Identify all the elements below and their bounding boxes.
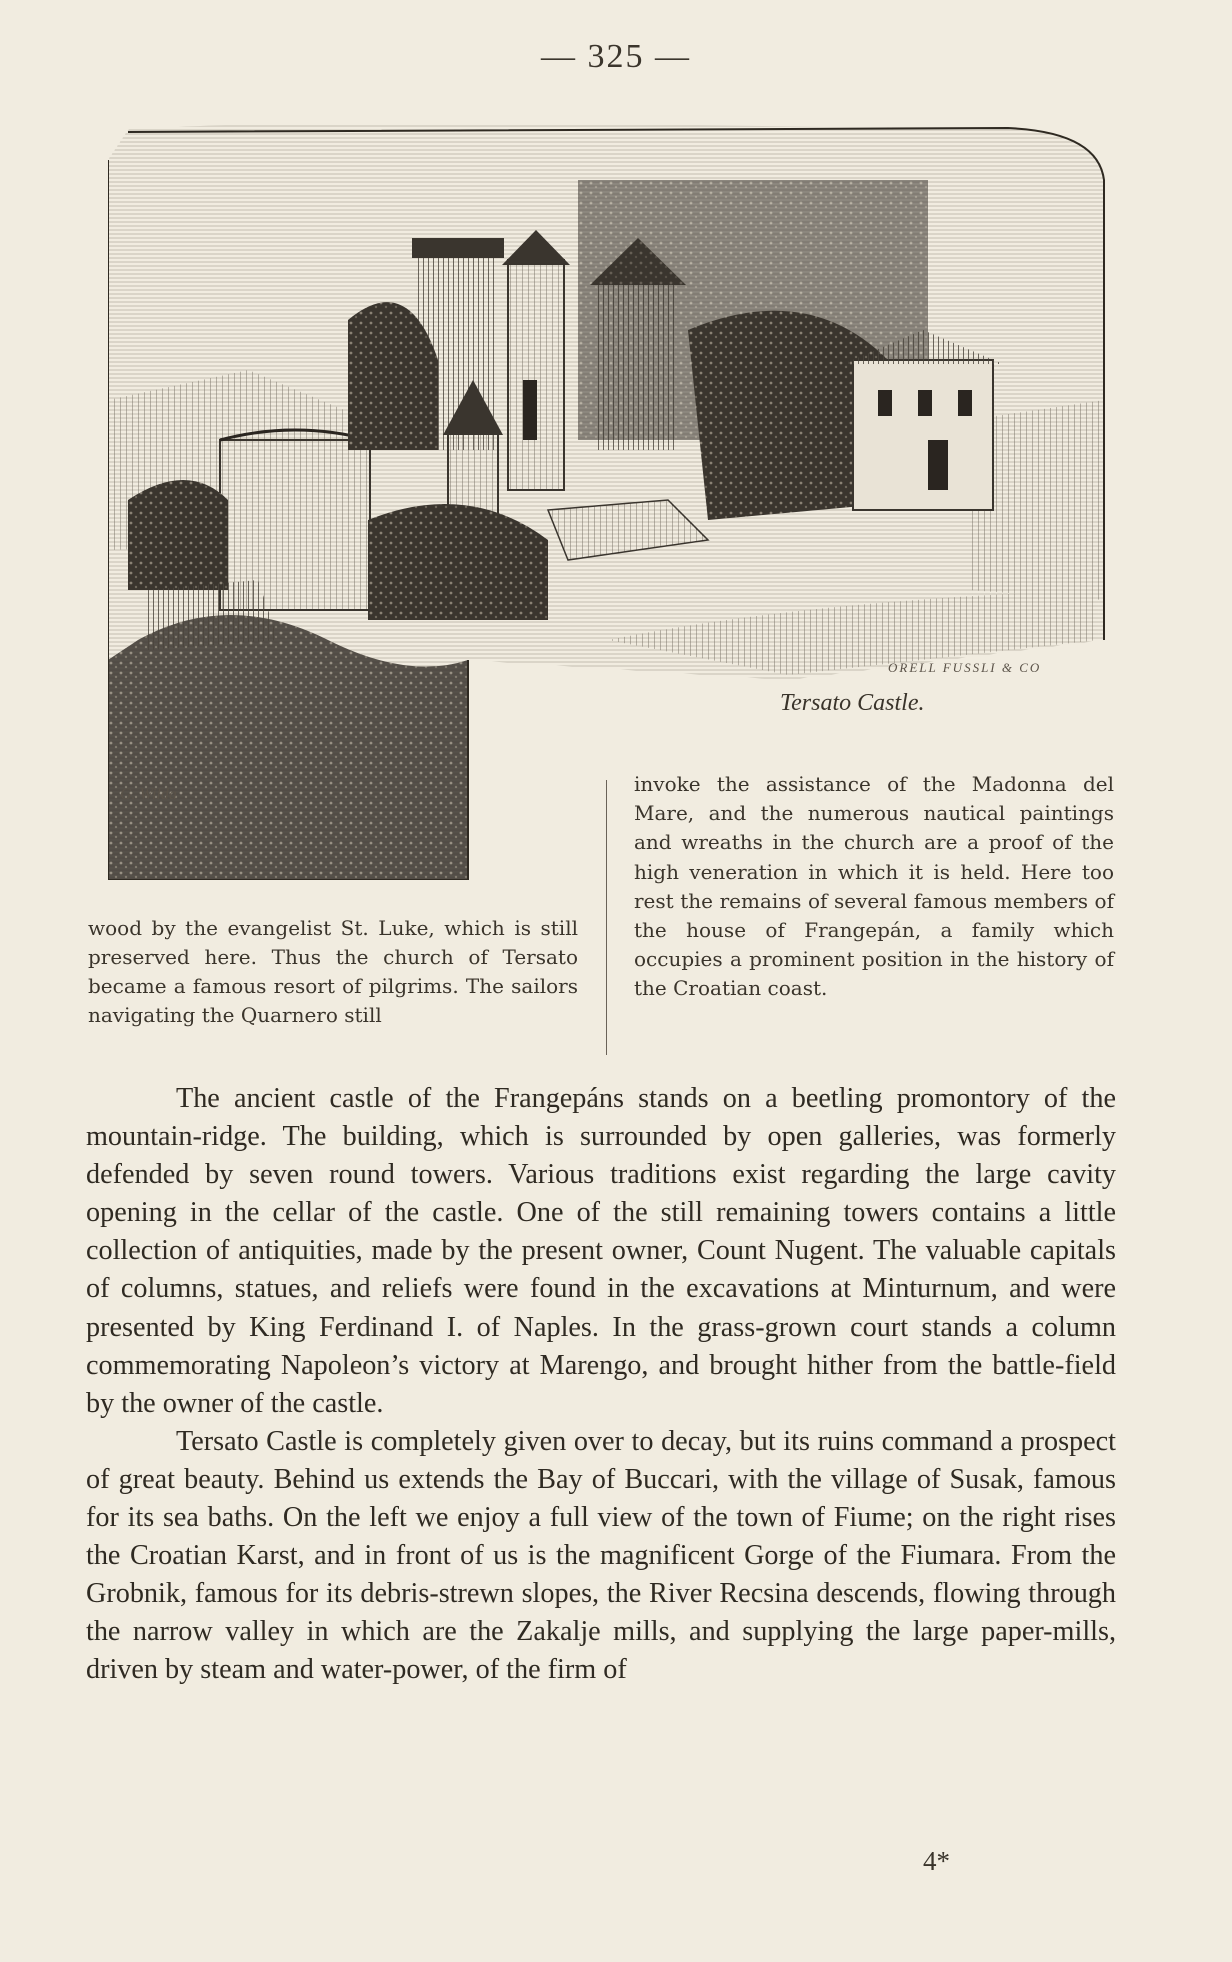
main-body-text bbox=[86, 1080, 1116, 1690]
body-paragraph-2: Tersato Castle is completely given over to decay, but its ruins command a prospect of great beauty. Behind us extends the Bay of Buccari, with the village of Susak, famous for its sea baths. On the left we enjoy a full view of the town of Fiume; on the right rises the Croatian Karst, and in front of us is the magnificent Gorge of the Fiumara. From the Grobnik, famous for its debris-strewn slopes, the River Recsina descends, flowing through the narrow valley in which are the Zakalje mills, and supplying the large paper-mills, driven by steam and water-power, of the firm of bbox=[86, 1425, 1116, 1686]
right-column-text: invoke the assistance of the Madonna del Mare, and the numerous nautical paintings and wreaths in the church are a proof of the high veneration in which it is held. Here too rest the remains of several famous members of the house of Frangepán, a family which occupies a prominent position in the history of the Croatian coast. bbox=[634, 772, 1114, 1001]
castle-engraving bbox=[108, 120, 1112, 880]
engraver-signature: ORELL FUSSLI & CO bbox=[888, 660, 1042, 675]
page-number: — 325 — bbox=[541, 38, 691, 75]
body-paragraph-1: The ancient castle of the Frangepáns stands on a beetling promontory of the mountain-ridge. The building, which is surrounded by open galleries, was formerly defended by seven round towers. Various traditions exist regarding the large cavity opening in the cellar of the castle. One of the still remaining towers contains a little collection of antiquities, made by the present owner, Count Nugent. The valuable capitals of columns, statues, and reliefs were found in the excavations at Minturnum, and were presented by King Ferdinand I. of Naples. In the grass-grown court stands a column commemorating Napoleon’s victory at Marengo, and brought hither from the battle-field by the owner of the castle. bbox=[86, 1083, 1116, 1419]
artist-signature: G. Wilda bbox=[120, 786, 177, 803]
printer-signature-mark: 4* bbox=[923, 1846, 950, 1876]
castle-engraving-drawing bbox=[108, 120, 1112, 880]
left-column-text: wood by the evangelist St. Luke, which is still preserved here. Thus the church of Tersato became a famous resort of pilgrims. The sailors navigating the Quarnero still bbox=[88, 916, 578, 1027]
figure-caption: Tersato Castle. bbox=[780, 690, 925, 716]
column-divider bbox=[606, 780, 607, 1055]
